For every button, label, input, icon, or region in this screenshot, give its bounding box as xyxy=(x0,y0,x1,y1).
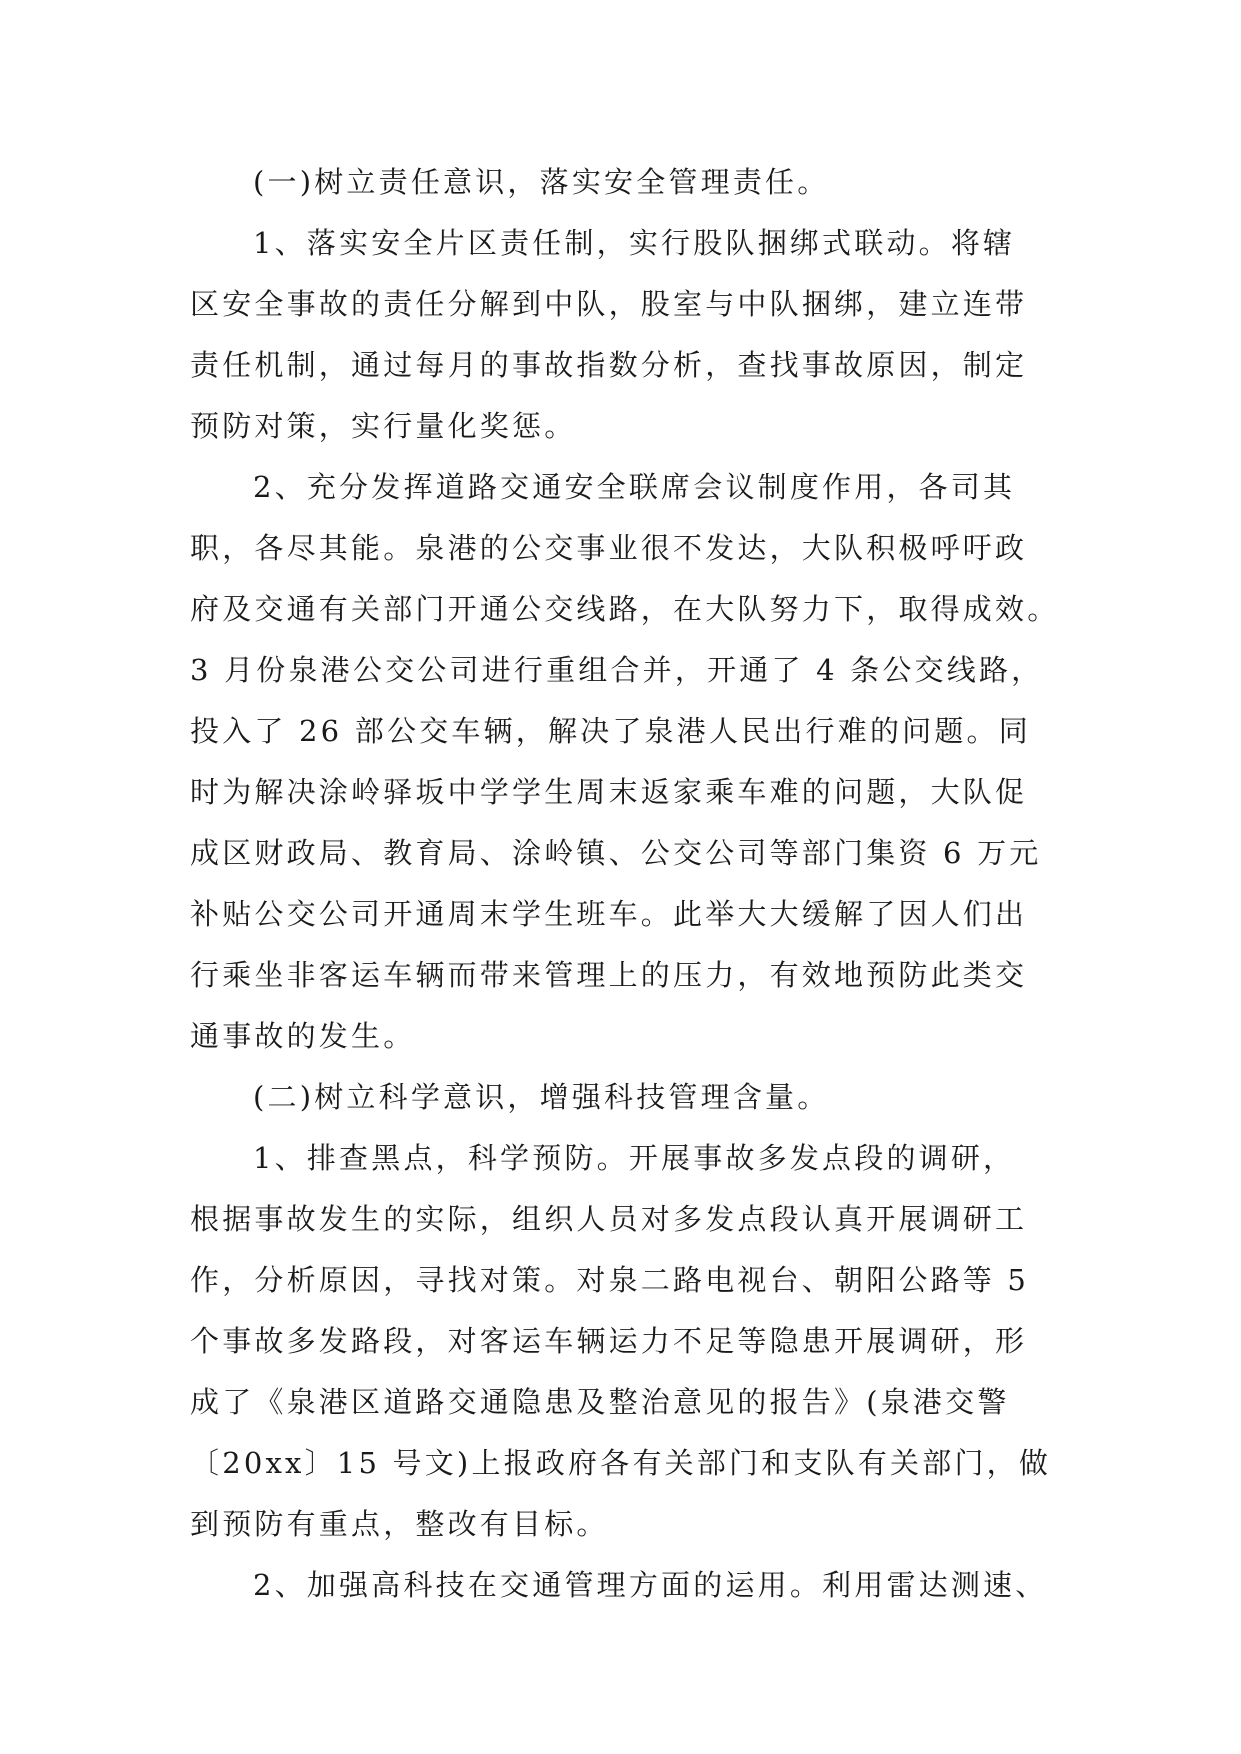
paragraph-line: 通事故的发生。 xyxy=(190,1019,416,1053)
paragraph-line: 1、排查黑点，科学预防。开展事故多发点段的调研， xyxy=(253,1141,1016,1175)
paragraph-line: 投入了 26 部公交车辆，解决了泉港人民出行难的问题。同 xyxy=(190,714,1031,748)
paragraph-line: 3 月份泉港公交公司进行重组合并，开通了 4 条公交线路， xyxy=(190,653,1044,687)
paragraph-line: 预防对策，实行量化奖惩。 xyxy=(190,409,577,443)
paragraph-line: 府及交通有关部门开通公交线路，在大队努力下，取得成效。 xyxy=(190,592,1060,626)
paragraph-line: 职，各尽其能。泉港的公交事业很不发达，大队积极呼吁政 xyxy=(190,531,1028,565)
paragraph-line: 行乘坐非客运车辆而带来管理上的压力，有效地预防此类交 xyxy=(190,958,1028,992)
section-heading: (二)树立科学意识，增强科技管理含量。 xyxy=(253,1080,830,1114)
paragraph-line: 成了《泉港区道路交通隐患及整治意见的报告》(泉港交警 xyxy=(190,1385,1010,1419)
paragraph-line: 成区财政局、教育局、涂岭镇、公交公司等部门集资 6 万元 xyxy=(190,836,1042,870)
paragraph-line: 2、充分发挥道路交通安全联席会议制度作用，各司其 xyxy=(253,470,1016,504)
paragraph-line: 个事故多发路段，对客运车辆运力不足等隐患开展调研，形 xyxy=(190,1324,1028,1358)
paragraph-line: 补贴公交公司开通周末学生班车。此举大大缓解了因人们出 xyxy=(190,897,1028,931)
paragraph-line: 到预防有重点，整改有目标。 xyxy=(190,1507,609,1541)
paragraph-line: 〔20xx〕15 号文)上报政府各有关部门和支队有关部门，做 xyxy=(190,1446,1052,1480)
paragraph-line: 作，分析原因，寻找对策。对泉二路电视台、朝阳公路等 5 xyxy=(190,1263,1030,1297)
section-heading: (一)树立责任意识，落实安全管理责任。 xyxy=(253,165,830,199)
paragraph-line: 1、落实安全片区责任制，实行股队捆绑式联动。将辖 xyxy=(253,226,1016,260)
document-body xyxy=(190,152,1060,1616)
paragraph-line: 责任机制，通过每月的事故指数分析，查找事故原因，制定 xyxy=(190,348,1028,382)
paragraph-line: 区安全事故的责任分解到中队，股室与中队捆绑，建立连带 xyxy=(190,287,1028,321)
paragraph-line: 根据事故发生的实际，组织人员对多发点段认真开展调研工 xyxy=(190,1202,1028,1236)
paragraph-line: 2、加强高科技在交通管理方面的运用。利用雷达测速、 xyxy=(253,1568,1048,1602)
paragraph-line: 时为解决涂岭驿坂中学学生周末返家乘车难的问题，大队促 xyxy=(190,775,1028,809)
